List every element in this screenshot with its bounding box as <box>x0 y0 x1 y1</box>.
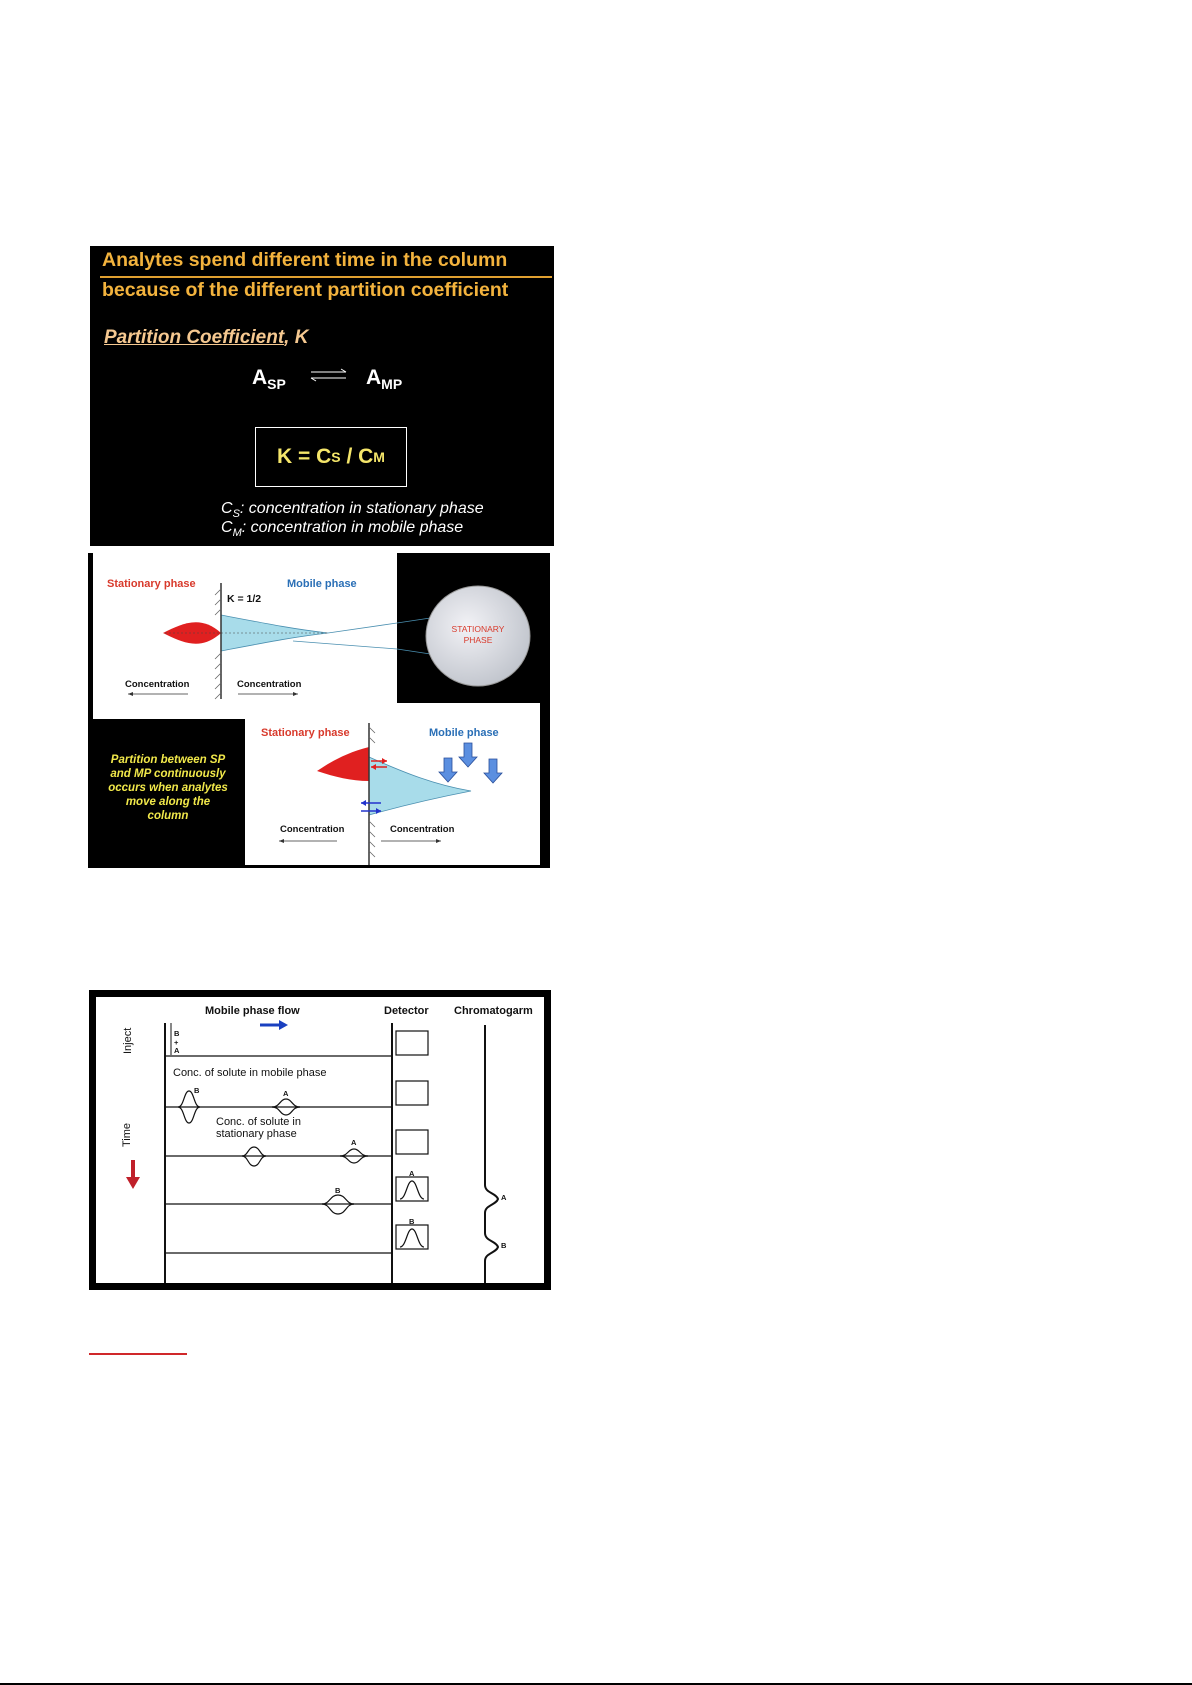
detector-b: B <box>409 1217 415 1226</box>
pc-underlined: Partition Coefficient <box>104 327 285 348</box>
circle-label: STATIONARY PHASE <box>451 624 505 645</box>
bottom-panel <box>245 703 540 865</box>
cs-definition: $C_S$: concentration in stationary phase <box>221 500 484 521</box>
top-stationary-label: Stationary phase <box>107 578 196 590</box>
partition-interface-diagram <box>93 553 397 719</box>
chromatogram-label: Chromatogarm <box>454 1005 533 1017</box>
equilibrium-arrows-icon <box>309 368 349 382</box>
conc-mobile-label: Conc. of solute in mobile phase <box>173 1067 327 1079</box>
row3-peak-a: A <box>351 1138 357 1147</box>
slide-partition-diagram <box>88 553 550 868</box>
equilibrium-left: $A_{SP}$ <box>252 366 286 392</box>
time-label: Time <box>121 1122 133 1147</box>
partition-note: Partition between SP and MP continuously occurs when analytes move along the column <box>108 754 228 822</box>
conc-stationary-label: Conc. of solute in stationary phase <box>216 1116 301 1140</box>
column-separation-diagram <box>96 997 544 1283</box>
slide-chromatography-process <box>89 990 551 1290</box>
row4-peak-b: B <box>335 1186 341 1195</box>
chrom-peak-a: A <box>501 1193 507 1202</box>
chromatography-panel <box>96 997 544 1283</box>
pc-suffix: , K <box>284 327 309 348</box>
title-divider <box>100 276 552 278</box>
bottom-conc-right: Concentration <box>390 824 455 835</box>
partition-coefficient-heading <box>104 327 308 349</box>
top-conc-right: Concentration <box>237 679 302 690</box>
inject-b: B <box>174 1029 180 1038</box>
red-underline <box>89 1353 187 1355</box>
slide-title-line2: because of the different partition coefficient <box>102 279 509 301</box>
equilibrium-right: $A_{MP}$ <box>366 366 403 392</box>
detector-label: Detector <box>384 1005 429 1017</box>
row2-peak-a: A <box>283 1089 289 1098</box>
bottom-stationary-label: Stationary phase <box>261 727 350 739</box>
row2-peak-b: B <box>194 1086 200 1095</box>
cm-definition: $C_M$: concentration in mobile phase <box>221 519 464 540</box>
top-conc-left: Concentration <box>125 679 190 690</box>
flow-label: Mobile phase flow <box>205 1005 300 1017</box>
bottom-conc-left: Concentration <box>280 824 345 835</box>
detector-a: A <box>409 1169 415 1178</box>
k-value-label: K = 1/2 <box>227 593 262 605</box>
k-formula-box: K = C S / C M <box>255 427 407 487</box>
slide-partition-coefficient <box>90 246 554 546</box>
bottom-mobile-label: Mobile phase <box>429 727 499 739</box>
top-panel <box>93 553 397 719</box>
inject-a: A <box>174 1046 180 1055</box>
inject-plus: + <box>174 1038 179 1047</box>
chrom-peak-b: B <box>501 1241 507 1250</box>
top-mobile-label: Mobile phase <box>287 578 357 590</box>
slide-title-line1: Analytes spend different time in the column <box>102 249 508 271</box>
inject-label: Inject <box>122 1027 134 1054</box>
